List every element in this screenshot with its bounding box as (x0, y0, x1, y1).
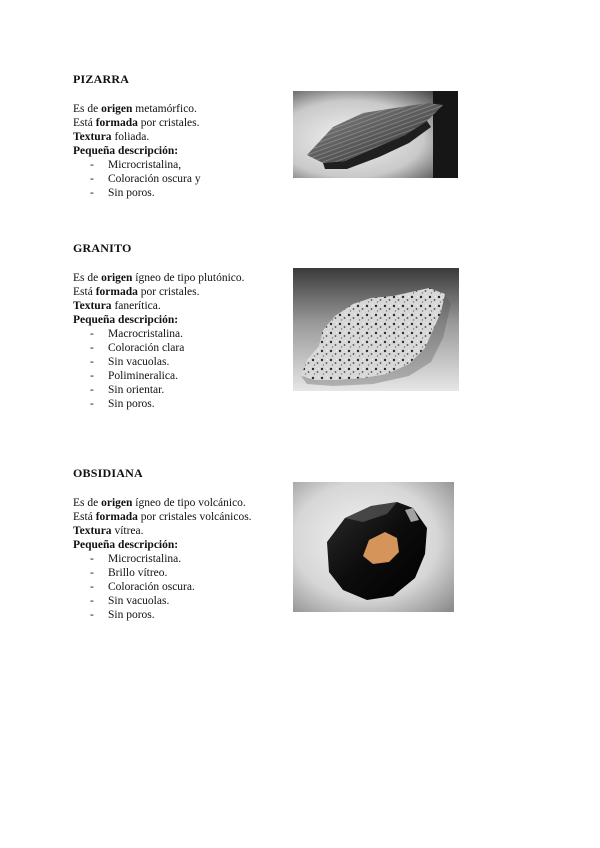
list-item: - Brillo vítreo. (73, 566, 473, 580)
formed-line: Está formada por cristales. (73, 286, 200, 298)
granito-photo (293, 268, 459, 391)
description-heading: Pequeña descripción: (73, 314, 179, 326)
list-item: - Sin vacuolas. (73, 594, 473, 608)
list-item: - Sin orientar. (73, 383, 473, 397)
rock-title: OBSIDIANA (73, 466, 143, 480)
description-heading: Pequeña descripción: (73, 145, 179, 157)
formed-line: Está formada por cristales volcánicos. (73, 511, 252, 523)
list-item: - Polimineralica. (73, 369, 473, 383)
list-item: - Sin vacuolas. (73, 355, 473, 369)
list-item: - Sin poros. (73, 397, 473, 411)
list-item: - Coloración oscura y (73, 172, 473, 186)
description-heading: Pequeña descripción: (73, 539, 179, 551)
list-item: - Coloración oscura. (73, 580, 473, 594)
list-item: - Microcristalina. (73, 552, 473, 566)
list-item: - Microcristalina, (73, 158, 473, 172)
texture-line: Textura vítrea. (73, 525, 144, 537)
list-item: - Sin poros. (73, 608, 473, 622)
texture-line: Textura fanerítica. (73, 300, 161, 312)
origin-line: Es de origen metamórfico. (73, 103, 197, 115)
formed-line: Está formada por cristales. (73, 117, 200, 129)
texture-line: Textura foliada. (73, 131, 150, 143)
list-item: - Sin poros. (73, 186, 473, 200)
list-item: - Macrocristalina. (73, 327, 473, 341)
origin-line: Es de origen ígneo de tipo volcánico. (73, 497, 246, 509)
list-item: - Coloración clara (73, 341, 473, 355)
pizarra-photo (293, 91, 458, 178)
obsidiana-photo (293, 482, 454, 612)
rock-title: GRANITO (73, 241, 132, 255)
origin-line: Es de origen ígneo de tipo plutónico. (73, 272, 245, 284)
rock-title: PIZARRA (73, 72, 130, 86)
